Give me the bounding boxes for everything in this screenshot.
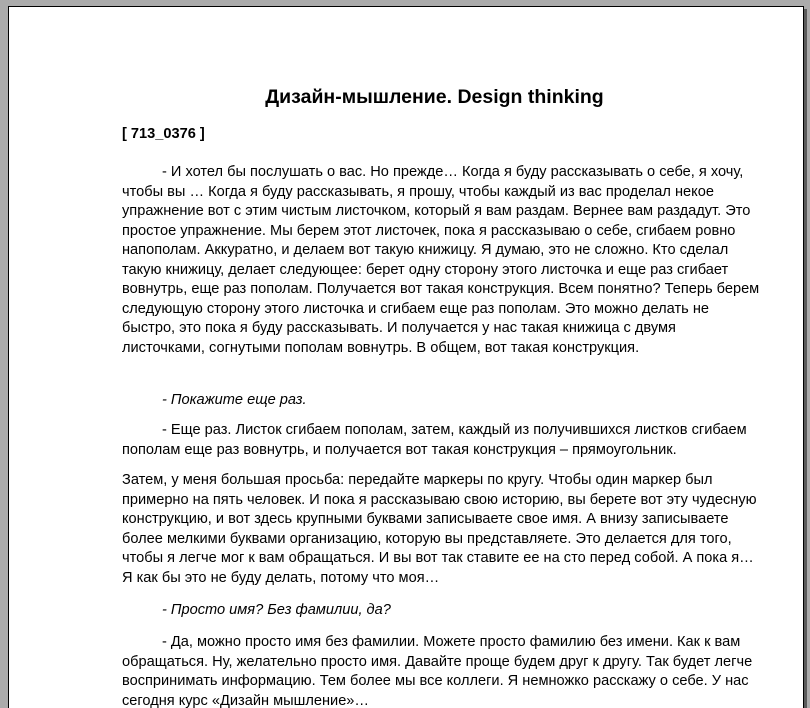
- paragraph-2: - Покажите еще раз.: [162, 392, 307, 408]
- paragraph-1: - И хотел бы послушать о вас. Но прежде… Когда я буду рассказывать о себе, я хочу, чтобы вы … Когда я буду рассказывать, я прошу, чтобы каждый из вас проделал некое упражнение вот с этим чистым листочком, который я вам раздам. Вернее вам раздадут. Это простое упражнение. Мы берем этот листочек, пока я рассказываю о себе, сгибаем ровно напополам. Аккуратно, и делаем вот такую книжицу. Я думаю, это не сложно. Кто сделал такую книжицу, делает следующее: берет одну сторону этого листочка и еще раз сгибает вовнутрь, еще раз пополам. Получается вот такая конструкция. Всем понятно? Теперь берем следующую сторону этого листочка и сгибаем еще раз пополам. Это можно делать не быстро, это пока я буду рассказывать. И получается у нас такая книжица с двумя листочками, согнутыми пополам вовнутрь. В общем, вот такая конструкция.: [122, 164, 760, 356]
- paragraph-6: - Да, можно просто имя без фамилии. Можете просто фамилию без имени. Как к вам обращаться. Ну, желательно просто имя. Давайте проще будем друг к другу. Так будет легче воспринимать информацию. Тем более мы все коллеги. Я немножко расскажу о себе. У нас сегодня курс «Дизайн мышление»…: [122, 634, 753, 708]
- paragraph-5: - Просто имя? Без фамилии, да?: [162, 602, 391, 618]
- document-title: Дизайн-мышление. Design thinking: [265, 86, 604, 108]
- document-code: [ 713_0376 ]: [122, 126, 205, 142]
- document-page: [8, 6, 804, 708]
- paragraph-3: - Еще раз. Листок сгибаем пополам, затем, каждый из получившихся листков сгибаем пополам еще раз вовнутрь, и получается вот такая конструкция – прямоугольник.: [122, 422, 747, 458]
- paragraph-4: Затем, у меня большая просьба: передайте маркеры по кругу. Чтобы один маркер был примерно на пять человек. И пока я рассказываю свою историю, вы берете вот эту чудесную конструкцию, и вот здесь крупными буквами записываете свое имя. А внизу записываете более мелкими буквами организацию, которую вы представляете. Это делается для того, чтобы я легче мог к вам обращаться. И вы вот так ставите ее на сто перед собой. А пока я… Я как бы это не буду делать, потому что моя…: [122, 472, 757, 586]
